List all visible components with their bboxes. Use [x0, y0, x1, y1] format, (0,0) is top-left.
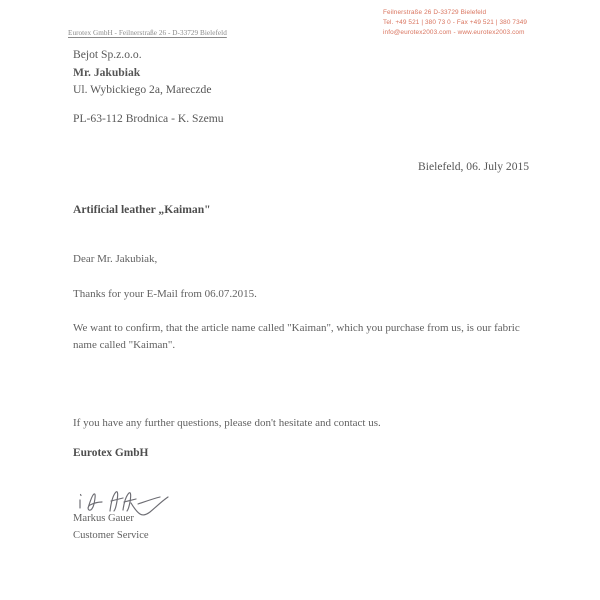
paragraph-thanks: Thanks for your E-Mail from 06.07.2015.	[73, 288, 257, 300]
contact-address-line: Feilnerstraße 26 D-33729 Bielefeld	[383, 9, 487, 16]
sender-return-line: Eurotex GmbH - Feilnerstraße 26 - D-33729 Bielefeld	[68, 29, 227, 37]
paragraph-confirmation: We want to confirm, that the article name called "Kaiman", which you purchase from us, is our fabric name called "Kaiman".	[73, 322, 520, 351]
signature-company: Eurotex GmbH	[73, 447, 149, 459]
salutation: Dear Mr. Jakubiak,	[73, 253, 158, 265]
recipient-person: Mr. Jakubiak	[73, 65, 141, 79]
letter-date: Bielefeld, 06. July 2015	[418, 160, 530, 173]
contact-block	[383, 8, 527, 38]
recipient-street: Ul. Wybickiego 2a, Mareczde	[73, 83, 212, 96]
signer-role: Customer Service	[73, 530, 149, 541]
paragraph-closing-question: If you have any further questions, please don't hesitate and contact us.	[73, 417, 381, 429]
recipient-city: PL-63-112 Brodnica - K. Szemu	[73, 112, 224, 125]
contact-phone-line: Tel. +49 521 | 380 73 0 - Fax +49 521 | 380 7349	[383, 19, 528, 26]
signer-name: Markus Gauer	[73, 513, 134, 524]
recipient-company: Bejot Sp.z.o.o.	[73, 48, 142, 61]
letter-subject: Artificial leather „Kaiman"	[73, 203, 211, 216]
recipient-address-block	[73, 46, 211, 99]
contact-web-line: info@eurotex2003.com - www.eurotex2003.com	[383, 29, 525, 36]
